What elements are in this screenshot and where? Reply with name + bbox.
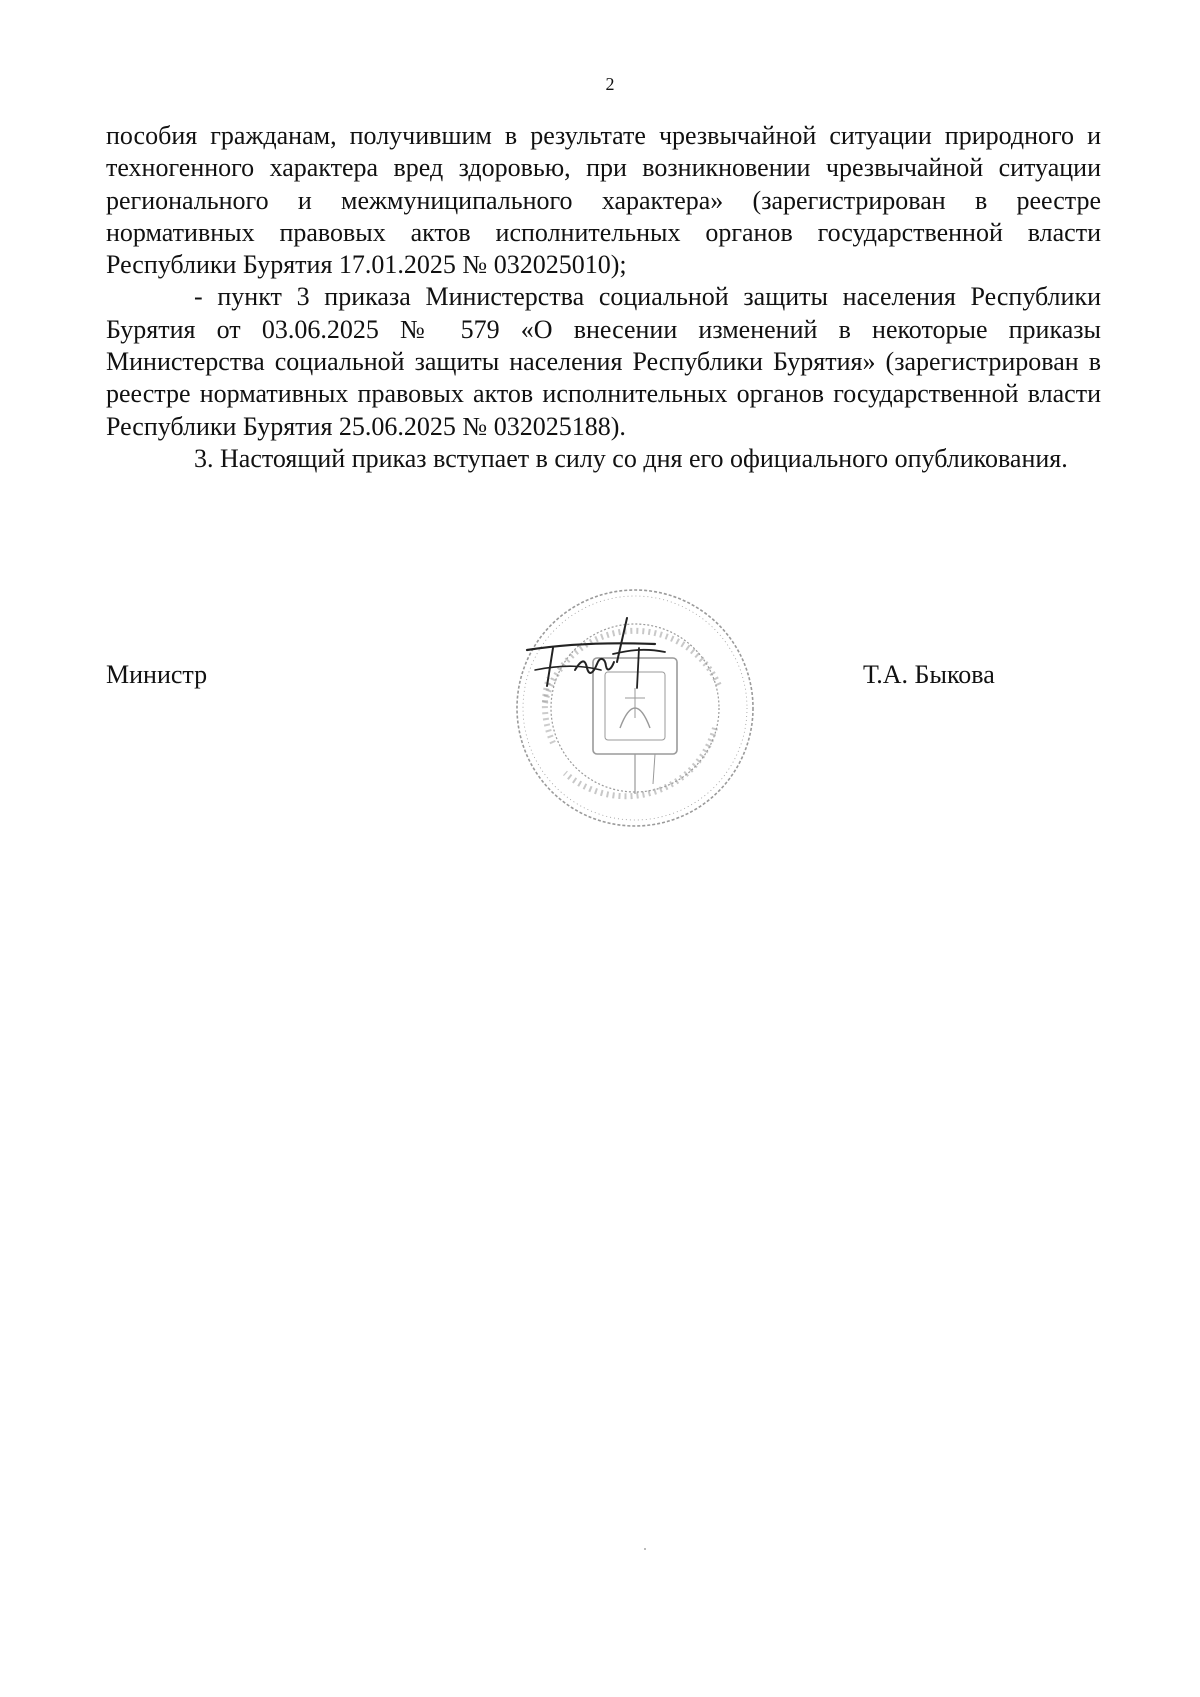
document-body [106,120,1101,475]
page-number: 2 [605,74,615,94]
paragraph-list-item: - пункт 3 приказа Министерства социальной защиты населения Республики Бурятия от 03.06.2025 № 579 «О внесении изменений в некоторые приказы Министерства социальной защиты населения Республики Бурятия» (зарегистрирован в реестре нормативных правовых актов исполнительных органов государственной власти Республики Бурятия 25.06.2025 № 032025188). [106,282,1101,441]
paragraph-continuation: пособия гражданам, получившим в результате чрезвычайной ситуации природного и техногенного характера вред здоровью, при возникновении чрезвычайной ситуации регионального и межмуниципального характера» (зарегистрирован в реестре нормативных правовых актов исполнительных органов государственной власти Республики Бурятия 17.01.2025 № 032025010); [106,121,1101,280]
signatory-name: Т.А. Быкова [863,660,995,689]
scan-dot [644,1548,646,1550]
paragraph-clause-3: 3. Настоящий приказ вступает в силу со дня его официального опубликования. [194,443,1068,473]
official-seal-icon [505,578,765,838]
signatory-role: Министр [106,660,208,689]
